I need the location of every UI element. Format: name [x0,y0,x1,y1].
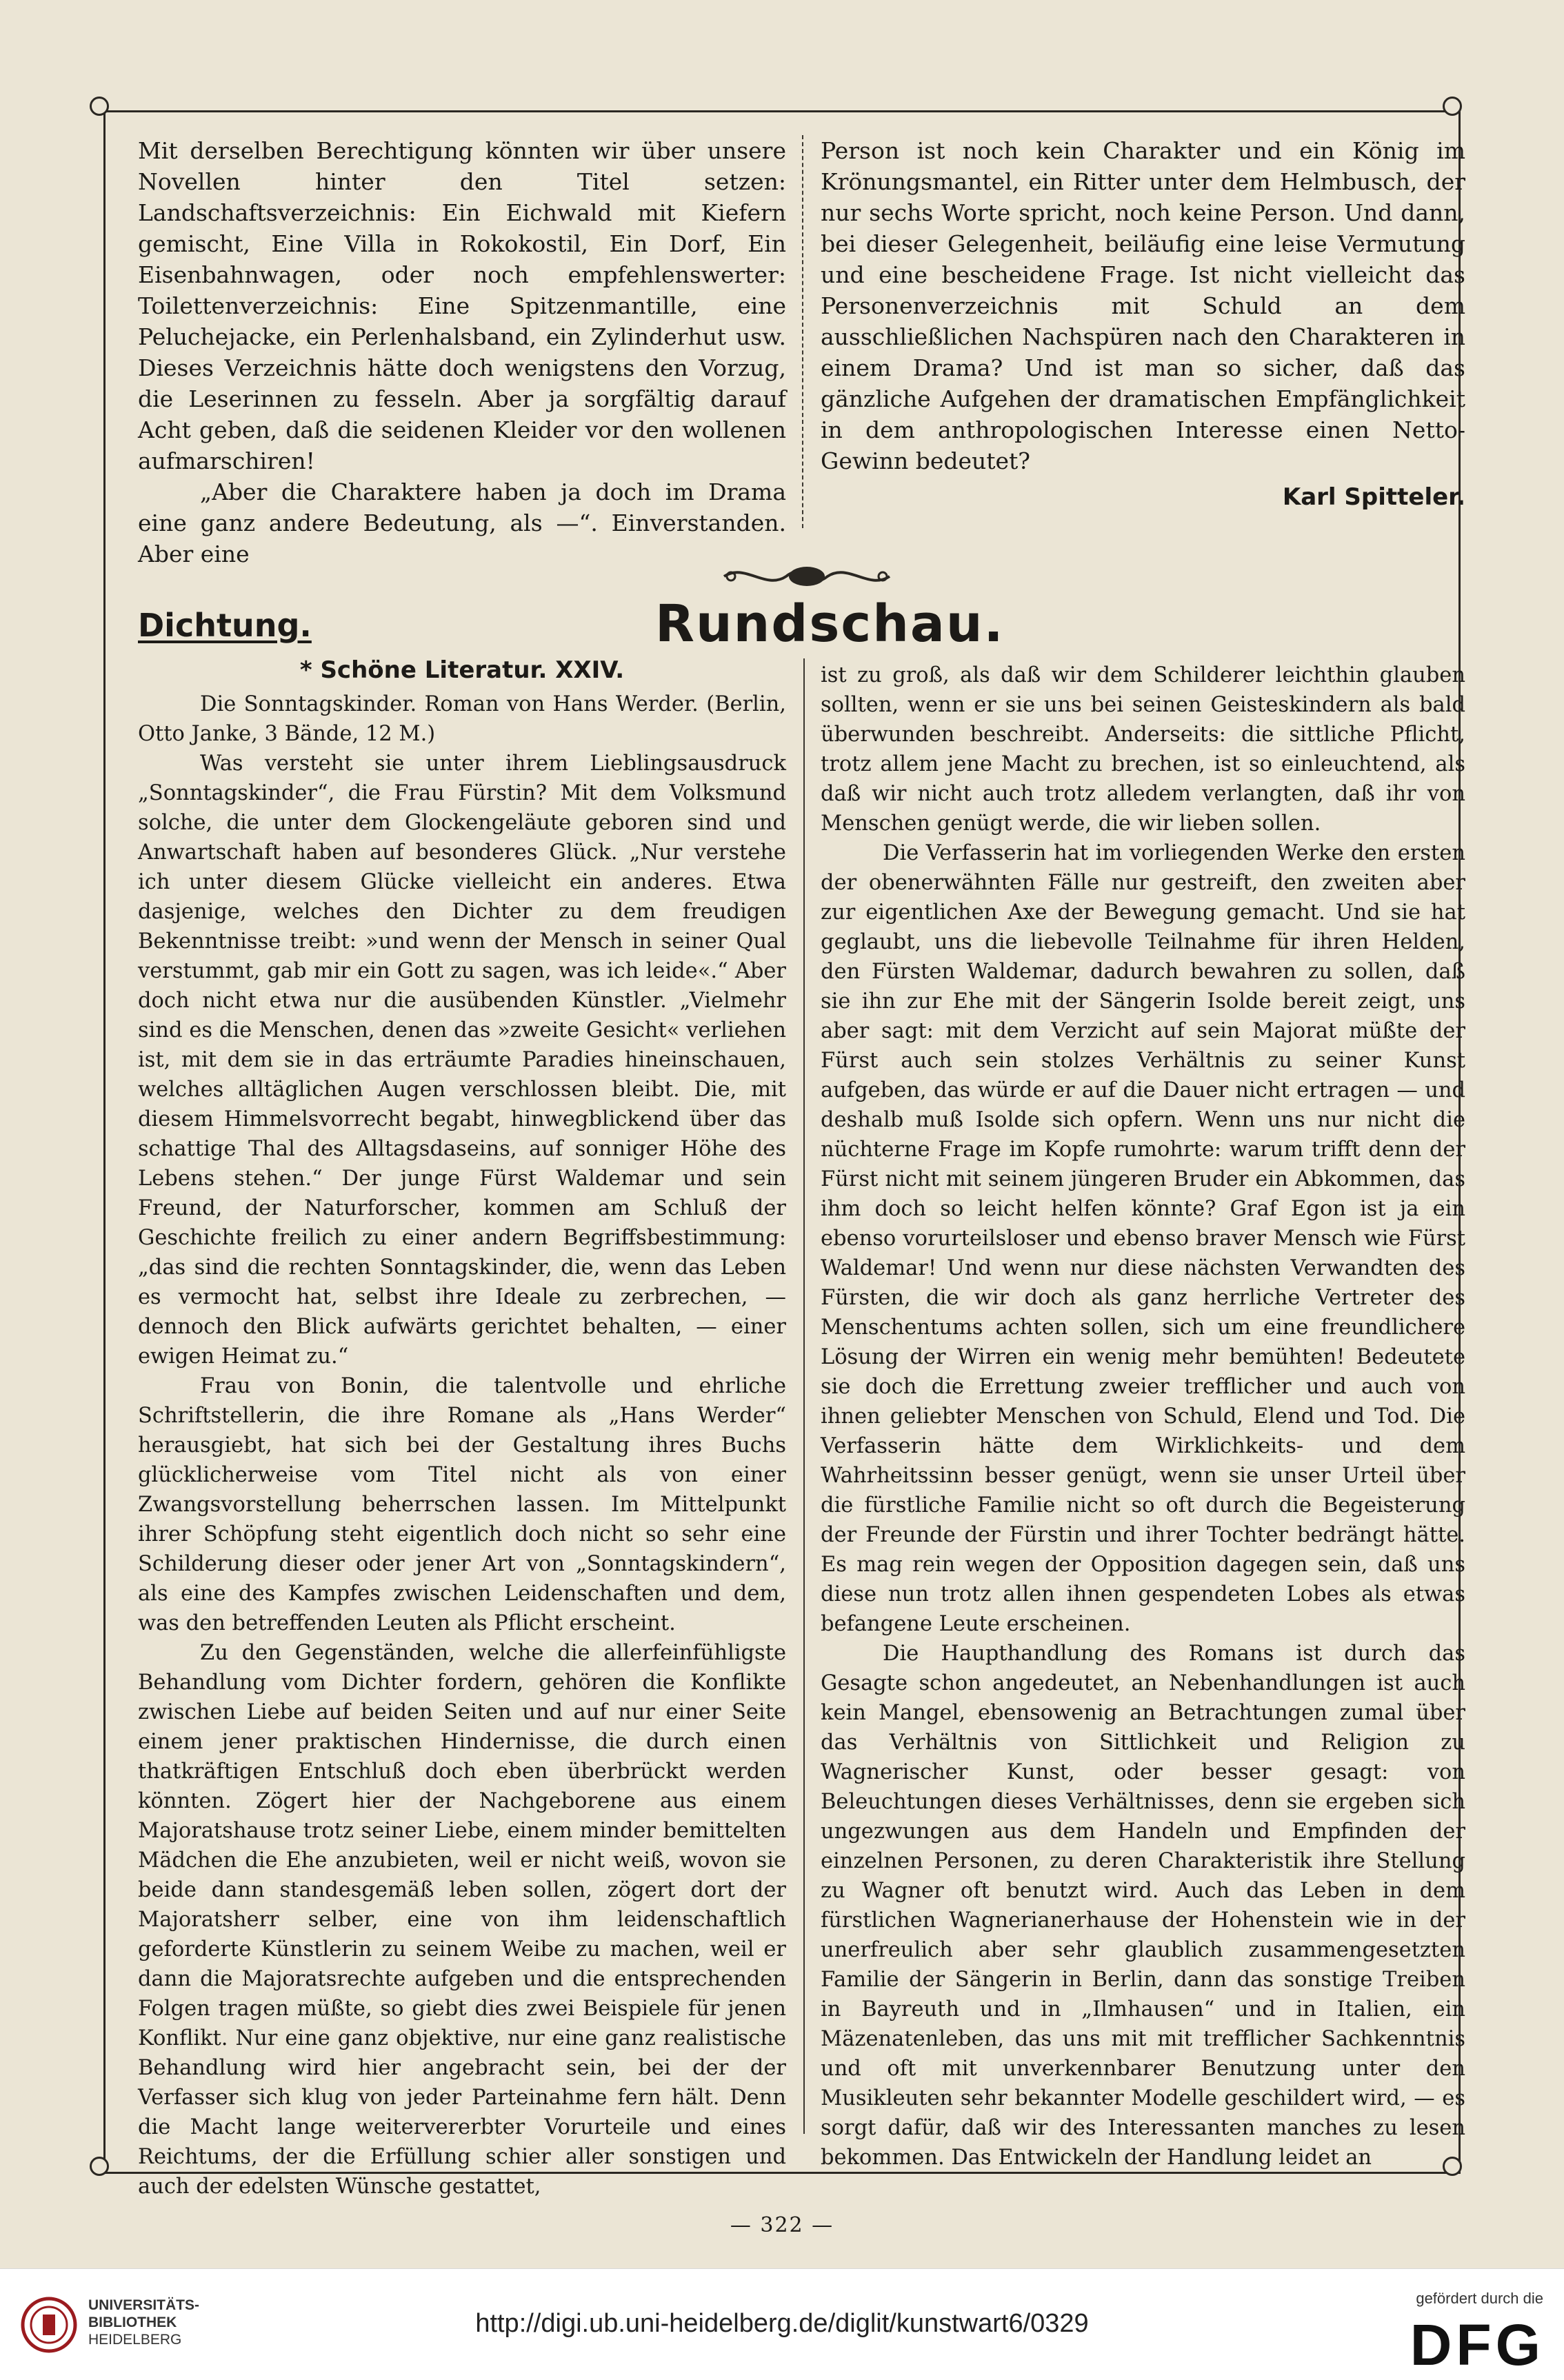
paragraph: Die Sonntagskinder. Roman von Hans Werder. (Berlin, Otto Janke, 3 Bände, 12 M.) [138,692,786,746]
section-heading-dichtung: Dichtung. [138,607,312,644]
frame-left-line [103,110,106,2174]
library-name-line: UNIVERSITÄTS- [88,2297,200,2313]
dfg-logo: DFG [1410,2312,1545,2377]
column-divider [802,135,803,528]
source-url-link[interactable]: http://digi.ub.uni-heidelberg.de/diglit/kunstwart6/0329 [475,2309,1089,2338]
frame-top-line [103,110,1461,112]
paragraph: Frau von Bonin, die talentvolle und ehrliche Schriftstellerin, die ihre Romane als „Hans Werder“ herausgiebt, hat sich bei der Gestaltung ihres Buchs glücklicherweise vom Titel nicht als von einer Zwangsvorstellung beherrschen lassen. Im Mittelpunkt ihrer Schöpfung steht eigentlich doch nicht so sehr eine Schilderung dieser oder jener Art von „Sonntagskindern“, als eine des Kampfes zwischen Leidenschaften und dem, was den betreffenden Leuten als Pflicht erscheint. [138,1374,786,1635]
library-name-line: HEIDELBERG [88,2332,182,2348]
top-left-column [138,135,786,569]
paragraph: „Aber die Charaktere haben ja doch im Drama eine ganz andere Bedeutung, als —“. Einverstanden. Aber eine [138,478,786,567]
main-left-column [138,689,786,2201]
paragraph: Was versteht sie unter ihrem Lieblingsausdruck „Sonntagskinder“, die Frau Fürstin? Mit dem Volksmund solche, die unter dem Glockengeläute geboren sind und Anwartschaft haben auf besonderes Glück. „Nur verstehe ich unter diesem Glücke vielleicht ein anderes. Etwa dasjenige, welches den Dichter zu dem freudigen Bekenntnisse treibt: »und wenn der Mensch in seiner Qual verstummt, gab mir ein Gott zu sagen, was ich leide«.“ Aber doch nicht etwa nur die ausübenden Künstler. „Vielmehr sind es die Menschen, denen das »zweite Gesicht« verliehen ist, mit dem sie in das erträumte Paradies hineinschauen, welches alltäglichen Augen verschlossen bleibt. Die, mit diesem Himmelsvorrecht begabt, hinwegblickend über das schattige Thal des Alltagsdaseins, auf sonniger Höhe des Lebens stehen.“ Der junge Fürst Waldemar und sein Freund, der Naturforscher, kommen am Schluß der Geschichte freilich zu einer andern Begriffsbestimmung: „das sind die rechten Sonntagskinder, die, wenn das Leben es vermocht hat, selbst ihre Ideale zu zerbrechen, — dennoch den Blick aufwärts gerichtet behalten, — einer ewigen Heimat zu.“ [138,752,786,1369]
column-divider [803,658,805,2134]
frame-corner-ornament [90,2157,109,2176]
subsection-title: * Schöne Literatur. XXIV. [299,656,625,684]
top-right-column [821,135,1465,513]
paragraph: ist zu groß, als daß wir dem Schilderer leichthin glauben sollten, wenn er sie uns bei seinen Geisteskindern als bald überwunden beschreibt. Anderseits: die sittliche Pflicht, trotz allem jene Macht zu brechen, ist so einleuchtend, als daß wir nicht auch trotz alledem verlangten, daß ihr von Menschen genügt werde, die wir lieben sollen. [821,663,1465,836]
ornament-flourish-icon [717,560,896,593]
page-number: — 322 — [730,2213,834,2237]
main-right-column [821,660,1465,2172]
page-title: Rundschau. [655,594,1005,654]
footer-bar [0,2268,1564,2380]
paragraph: Person ist noch kein Charakter und ein König im Krönungsmantel, ein Ritter unter dem Helmbusch, der nur sechs Worte spricht, noch keine Person. Und dann, bei dieser Gelegenheit, beiläufig eine leise Vermutung und eine bescheidene Frage. Ist nicht vielleicht das Personenverzeichnis mit Schuld an dem ausschließlichen Nachspüren nach den Charakteren in einem Drama? Und ist man so sicher, daß das gänzliche Aufgehen der dramatischen Empfänglichkeit in dem anthropologischen Interesse einen Netto-Gewinn bedeutet? [821,137,1465,474]
paragraph: Die Verfasserin hat im vorliegenden Werke den ersten der obenerwähnten Fälle nur gestreift, den zweiten aber zur eigentlichen Axe der Bewegung gemacht. Und sie hat geglaubt, uns die liebevolle Teilnahme für ihren Helden, den Fürsten Waldemar, dadurch bewahren zu sollen, daß sie ihn zur Ehe mit der Sängerin Isolde bereit zeigt, uns aber sagt: mit dem Verzicht auf sein Majorat müßte der Fürst auch sein stolzes Verhältnis zu seiner Kunst aufgeben, das würde er auf die Dauer nicht ertragen — und deshalb muß Isolde sich opfern. Wenn uns nur nicht die nüchterne Frage im Kopfe rumohrte: warum trifft denn der Fürst nicht mit seinem jüngeren Bruder ein Abkommen, das ihm doch so leicht helfen könnte? Graf Egon ist ja ein ebenso vorurteilsloser und ebenso braver Mensch wie Fürst Waldemar! Und wenn nur diese nächsten Verwandten des Fürsten, die wir doch als ganz herrliche Vertreter des Menschentums achten sollen, sich um eine freundlichere Lösung der Wirren ein wenig mehr bemühten! Bedeutete sie doch die Errettung zweier trefflicher und auch von ihnen geliebter Menschen von Schuld, Elend und Tod. Die Verfasserin hätte dem Wirklichkeits- und dem Wahrheitssinn besser genügt, wenn sie unser Urteil über die fürstliche Familie nicht so oft durch die Begeisterung der Freunde der Fürstin und ihrer Tochter bedrängt hätte. Es mag rein wegen der Opposition dagegen sein, daß uns diese nun trotz allen ihnen gespendeten Lobes als etwas befangene Leute erscheinen. [821,841,1465,1636]
frame-corner-ornament [90,97,109,116]
frame-corner-ornament [1443,97,1462,116]
paragraph: Mit derselben Berechtigung könnten wir über unsere Novellen hinter den Titel setzen: Landschaftsverzeichnis: Ein Eichwald mit Kiefern gemischt, Eine Villa in Rokokostil, Ein Dorf, Ein Eisenbahnwagen, oder noch empfehlenswerter: Toilettenverzeichnis: Eine Spitzenmantille, eine Peluchejacke, ein Perlenhalsband, ein Zylinderhut usw. Dieses Verzeichnis hätte doch wenigstens den Vorzug, die Leserinnen zu fesseln. Aber ja sorgfältig darauf Acht geben, daß die seidenen Kleider vor den wollenen aufmarschiren! [138,137,786,474]
paragraph: Zu den Gegenständen, welche die allerfeinfühligste Behandlung vom Dichter fordern, gehören die Konflikte zwischen Liebe auf beiden Seiten und auf nur einer Seite einem jener praktischen Hindernisse, die durch einen thatkräftigen Entschluß doch eben überbrückt werden könnten. Zögert hier der Nachgeborene aus einem Majoratshause trotz seiner Liebe, einem minder bemittelten Mädchen die Ehe anzubieten, weil er nicht weiß, wovon sie beide dann standesgemäß leben sollen, zögert dort der Majoratsherr selber, eine von ihm leidenschaftlich geforderte Künstlerin zu seinem Weibe zu machen, weil er dann die Majoratsrechte aufgeben und die entsprechenden Folgen tragen müßte, so giebt dies zwei Beispiele für jenen Konflikt. Nur eine ganz objektive, nur eine ganz realistische Behandlung wird hier angebracht sein, bei der der Verfasser sich klug von jeder Parteinahme fern hält. Denn die Macht lange weitervererbter Vorurteile und eines Reichtums, der die Erfüllung schier aller sonstigen und auch der edelsten Wünsche gestattet, [138,1641,786,2199]
author-signature: Karl Spitteler. [1282,483,1465,511]
paragraph: Die Haupthandlung des Romans ist durch das Gesagte schon angedeutet, an Nebenhandlungen ist auch kein Mangel, ebensowenig an Betrachtungen zumal über das Verhältnis von Sittlichkeit und Religion zu Wagnerischer Kunst, oder besser gesagt: von Beleuchtungen dieses Verhältnisses, denn sie ergeben sich ungezwungen aus dem Handeln und Empfinden der einzelnen Personen, zu deren Charakteristik ihre Stellung zu Wagner oft benutzt wird. Auch das Leben in dem fürstlichen Wagnerianerhause der Hohenstein wie in der unerfreulich aber sehr glaublich zusammengesetzten Familie der Sängerin in Berlin, dann das sonstige Treiben in Bayreuth und in „Ilmhausen“ und in Italien, ein Mäzenatenleben, das uns mit mit trefflicher Sachkenntnis und oft mit unverkennbarer Benutzung unter den Musikleuten sehr bekannter Modelle geschildert wird, — es sorgt dafür, daß wir des Interessanten manches zu lesen bekommen. Das Entwickeln der Handlung leidet an [821,1642,1465,2170]
library-name-line: BIBLIOTHEK [88,2315,177,2330]
funding-note: gefördert durch die [1416,2290,1543,2307]
